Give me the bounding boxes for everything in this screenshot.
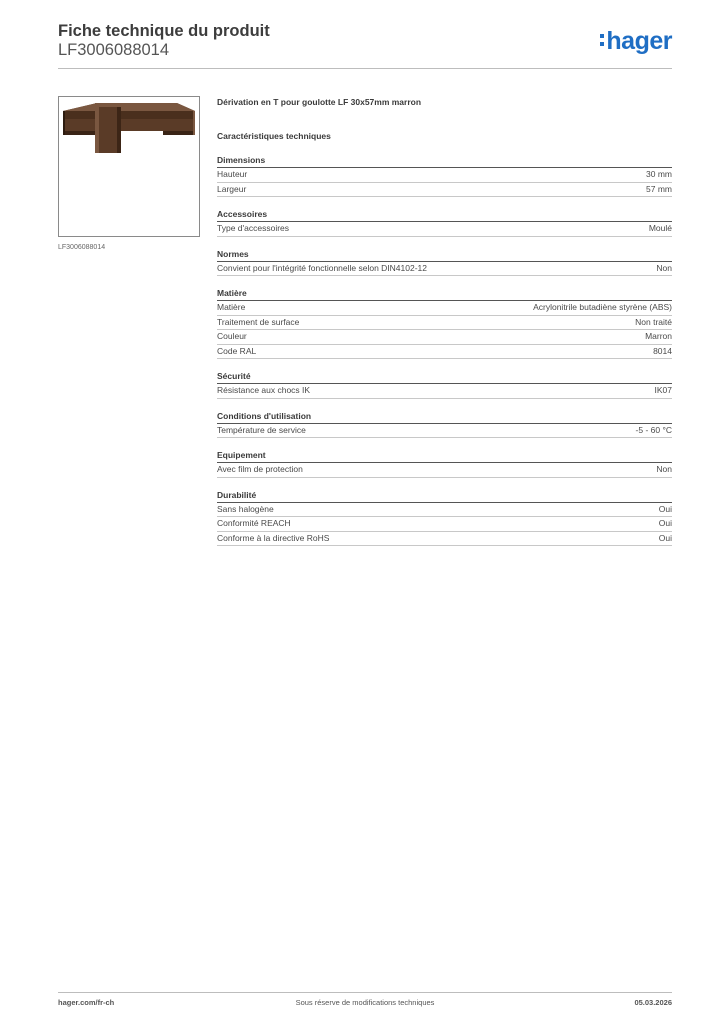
- spec-label: Sans halogène: [217, 503, 274, 514]
- spec-row: [217, 503, 672, 518]
- spec-label: Conformité REACH: [217, 518, 291, 528]
- spec-row: [217, 345, 672, 360]
- spec-label: Largeur: [217, 183, 247, 194]
- spec-value: 8014: [653, 345, 672, 356]
- spec-row: [217, 330, 672, 345]
- spec-row: [217, 222, 672, 237]
- spec-value: Marron: [645, 331, 672, 341]
- spec-section: [217, 370, 672, 399]
- spec-row: [217, 424, 672, 439]
- spec-label: Conforme à la directive RoHS: [217, 532, 330, 543]
- footer-website-link[interactable]: hager.com/fr-ch: [58, 998, 115, 1007]
- image-caption: LF3006088014: [58, 244, 106, 251]
- section-title: Normes: [217, 248, 672, 262]
- product-tee-icon: [59, 97, 199, 236]
- spec-value: Oui: [658, 503, 672, 514]
- spec-row: [217, 262, 672, 277]
- hager-logo: [600, 28, 672, 54]
- spec-section: [217, 489, 672, 547]
- spec-label: Avec film de protection: [217, 464, 303, 474]
- spec-section: [217, 410, 672, 439]
- footer-disclaimer: Sous réserve de modifications techniques: [295, 998, 435, 1007]
- spec-row: [217, 463, 672, 478]
- spec-value: 57 mm: [646, 183, 672, 194]
- spec-label: Température de service: [217, 424, 306, 435]
- spec-sections: [217, 154, 672, 546]
- spec-value: -5 - 60 °C: [635, 424, 672, 435]
- spec-row: [217, 384, 672, 399]
- spec-label: Code RAL: [217, 345, 257, 356]
- product-code: LF3006088014: [58, 41, 170, 59]
- spec-label: Matière: [217, 302, 246, 312]
- section-title: Durabilité: [217, 489, 672, 503]
- spec-section: [217, 449, 672, 478]
- spec-row: [217, 301, 672, 316]
- spec-section: [217, 154, 672, 197]
- spec-label: Convient pour l'intégrité fonctionnelle selon DIN4102-12: [217, 262, 428, 273]
- section-title: Conditions d'utilisation: [217, 410, 672, 424]
- spec-label: Hauteur: [217, 169, 248, 179]
- spec-label: Type d'accessoires: [217, 223, 290, 233]
- spec-row: [217, 517, 672, 532]
- spec-value: Moulé: [648, 223, 672, 233]
- spec-row: [217, 168, 672, 183]
- page-footer: [58, 998, 672, 1010]
- spec-heading: Caractéristiques techniques: [217, 131, 331, 141]
- document-title: Fiche technique du produit: [58, 22, 270, 40]
- footer-divider: [58, 992, 672, 993]
- section-title: Dimensions: [217, 154, 672, 168]
- spec-value: 30 mm: [646, 169, 672, 179]
- page-header: [58, 22, 672, 70]
- spec-value: IK07: [654, 385, 672, 395]
- spec-row: [217, 183, 672, 198]
- logo-dots-icon: [600, 32, 604, 48]
- spec-label: Couleur: [217, 331, 247, 341]
- spec-value: Acrylonitrile butadiène styrène (ABS): [533, 302, 672, 312]
- spec-content: [217, 95, 672, 546]
- header-divider: [58, 68, 672, 69]
- section-title: Equipement: [217, 449, 672, 463]
- product-title: Dérivation en T pour goulotte LF 30x57mm marron: [217, 97, 422, 107]
- spec-label: Traitement de surface: [217, 316, 300, 327]
- spec-value: Oui: [658, 532, 672, 543]
- spec-section: [217, 208, 672, 237]
- spec-value: Non traité: [635, 316, 672, 327]
- logo-text: hager: [606, 27, 672, 55]
- product-image: [58, 96, 200, 237]
- section-title: Matière: [217, 287, 672, 301]
- spec-value: Non: [656, 262, 672, 273]
- spec-label: Résistance aux chocs IK: [217, 385, 311, 395]
- spec-section: [217, 248, 672, 277]
- spec-row: [217, 532, 672, 547]
- spec-row: [217, 316, 672, 331]
- footer-date: 05.03.2026: [634, 998, 672, 1007]
- section-title: Accessoires: [217, 208, 672, 222]
- spec-value: Non: [656, 464, 672, 474]
- spec-value: Oui: [658, 518, 672, 528]
- section-title: Sécurité: [217, 370, 672, 384]
- spec-section: [217, 287, 672, 359]
